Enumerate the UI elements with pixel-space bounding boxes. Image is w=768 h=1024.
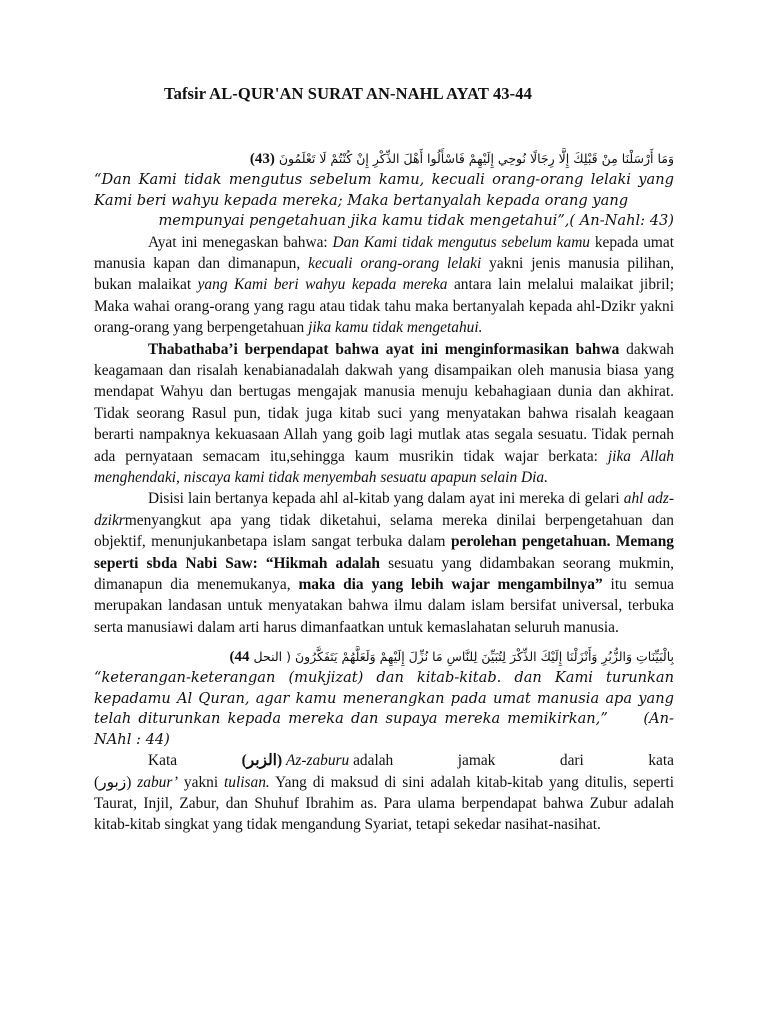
ayat-44-translation-line1: “keterangan-keterangan (mukjizat) dan kitab-kitab. dan Kami turunkan kepadamu Al Quran, agar kamu menerangkan pada umat manusia apa yang telah diturunkan kepada mereka dan supaya mereka memikirkan,”	[94, 669, 674, 728]
para4-word-adalah: adalah	[349, 752, 394, 770]
para1-italic-3: yang Kami beri wahyu kepada mereka	[197, 276, 448, 294]
ayat-44-arabic-text: بِالْبَيِّنَاتِ وَالزُّبُرِ وَأَنْزَلْنَا إِلَيْكَ الذِّكْرَ لِتُبَيِّنَ لِلنَّاسِ مَا نُزِّلَ إِلَيْهِمْ وَلَعَلَّهُمْ يَتَفَكَّرُونَ ( النحل	[253, 649, 674, 665]
para4-word-kata-2: kata	[648, 752, 674, 770]
para3-bold-2: maka dia yang lebih wajar mengambilnya”	[298, 576, 603, 593]
para1-italic-1: Dan Kami tidak mengutus sebelum kamu	[332, 233, 590, 251]
para2-text-1: dakwah keagamaan dan risalah kenabianadalah dakwah yang disampaikan oleh manusia biasa yang mendapat Wahyu dan bertugas mengajak manusia menuju kebahagiaan dunia dan akhirat. Tidak seorang Rasul pun, tidak juga kitab suci yang menyatakan bahwa risalah keagaan berarti nampaknya kekuasaan Allah yang goib lagi mutlak atas segala sesuatu. Tidak pernah ada pernyataan semacam itu,sehingga kaum musrikin tidak wajar berkata:	[94, 340, 674, 465]
para3-italic-1: ahl adz-dzikr	[94, 490, 674, 529]
paragraph-4-first-line	[94, 750, 674, 771]
ayat-44-translation	[94, 668, 674, 750]
para4-word-jamak: jamak	[457, 752, 496, 770]
ayat-44-translation-line2: (An-NAhl : 44)	[94, 710, 674, 748]
para4-arabic-word	[242, 750, 394, 771]
paragraph-2	[94, 339, 674, 489]
para4-text-3: Yang di maksud di sini adalah kitab-kitab yang ditulis, seperti Taurat, Injil, Zabur, dan Shuhuf Ibrahim as. Para ulama berpendapat bahwa Zubur adalah kitab-kitab singkat yang tidak mengandung Syariat, tetapi sekedar nasihat-nasihat.	[94, 773, 674, 834]
para3-text-2: menyangkut apa yang tidak diketahui, selama mereka dinilai berpengetahuan dan objektif, menunjukanbetapa islam sangat terbuka dalam	[94, 511, 674, 551]
ayat-43-translation-line1: “Dan Kami tidak mengutus sebelum kamu, kecuali orang-orang lelaki yang Kami beri wahyu kepada mereka; Maka bertanyalah kepada orang yang	[94, 171, 674, 209]
para3-text-3: sesuatu yang didambakan seorang mukmin, dimanapun dia menemukanya,	[94, 554, 674, 593]
ayat-43-translation	[94, 170, 674, 232]
ayat-43-arabic-text: وَمَا أَرْسَلْنَا مِنْ قَبْلِكَ إِلَّا رِجَالًا نُوحِي إِلَيْهِمْ فَاسْأَلُوا أَهْلَ الذِّكْرِ إِنْ كُنْتُمْ لَا تَعْلَمُونَ	[278, 151, 674, 166]
para2-bold-1: Thabathaba’i berpendapat bahwa ayat ini menginformasikan bahwa	[148, 340, 620, 358]
para4-italic-azzaburu: Az-zaburu	[285, 752, 350, 770]
para1-italic-2: kecuali orang-orang lelaki	[308, 254, 482, 272]
para3-text-4: itu semua merupakan landasan untuk menyatakan bahwa ilmu dalam islam bersifat universal, terbuka serta manusiawi dalam arti harus dimanfaatkan untuk kemaslahatan seluruh manusia.	[94, 576, 675, 636]
document-body	[94, 84, 674, 836]
spacer	[94, 638, 674, 646]
paragraph-1	[94, 232, 674, 339]
para1-text-1: Ayat ini menegaskan bahwa:	[148, 233, 333, 251]
para4-italic-1: zabur’	[137, 773, 179, 791]
para4-word-dari: dari	[559, 752, 584, 770]
para4-text-1: (زبور)	[94, 773, 138, 791]
para3-bold-1: perolehan pengetahuan. Memang seperti sbda Nabi Saw: “Hikmah adalah	[94, 533, 674, 572]
para4-italic-2: tulisan.	[224, 773, 270, 791]
ayat-44-number: 44)	[229, 649, 250, 666]
para3-text-1: Disisi lain bertanya kepada ahl al-kitab yang dalam ayat ini mereka di gelari	[148, 490, 624, 508]
paragraph-4	[94, 772, 674, 836]
para1-italic-4: jika kamu tidak mengetahui.	[308, 319, 483, 337]
para2-italic-1: jika Allah menghendaki, niscaya kami tidak menyembah sesuatu apapun selain Dia.	[94, 447, 674, 486]
ayat-43-translation-line2: mempunyai pengetahuan jika kamu tidak mengetahui”,( An-Nahl: 43)	[158, 212, 674, 229]
para4-word-kata: Kata	[148, 752, 178, 770]
para4-text-2: yakni	[178, 773, 224, 791]
page-title: Tafsir AL-QUR'AN SURAT AN-NAHL AYAT 43-44	[164, 84, 532, 103]
ayat-44-arabic	[94, 646, 674, 668]
para1-text-2: kepada umat manusia kapan dan dimanapun,	[94, 233, 674, 272]
ayat-43-number: (43)	[249, 151, 275, 167]
para1-text-3: yakni jenis manusia pilihan, bukan malaikat	[94, 254, 674, 294]
para1-text-4: antara lain melalui malaikat jibril; Maka wahai orang-orang yang ragu atau tidak tahu maka bertanyalah kepada ahl-Dzikr yakni orang-orang yang berpengetahuan	[94, 276, 674, 337]
paragraph-3	[94, 488, 674, 638]
para4-arabic-zubur: (الزبر)	[241, 752, 283, 770]
ayat-43-arabic	[94, 148, 674, 170]
